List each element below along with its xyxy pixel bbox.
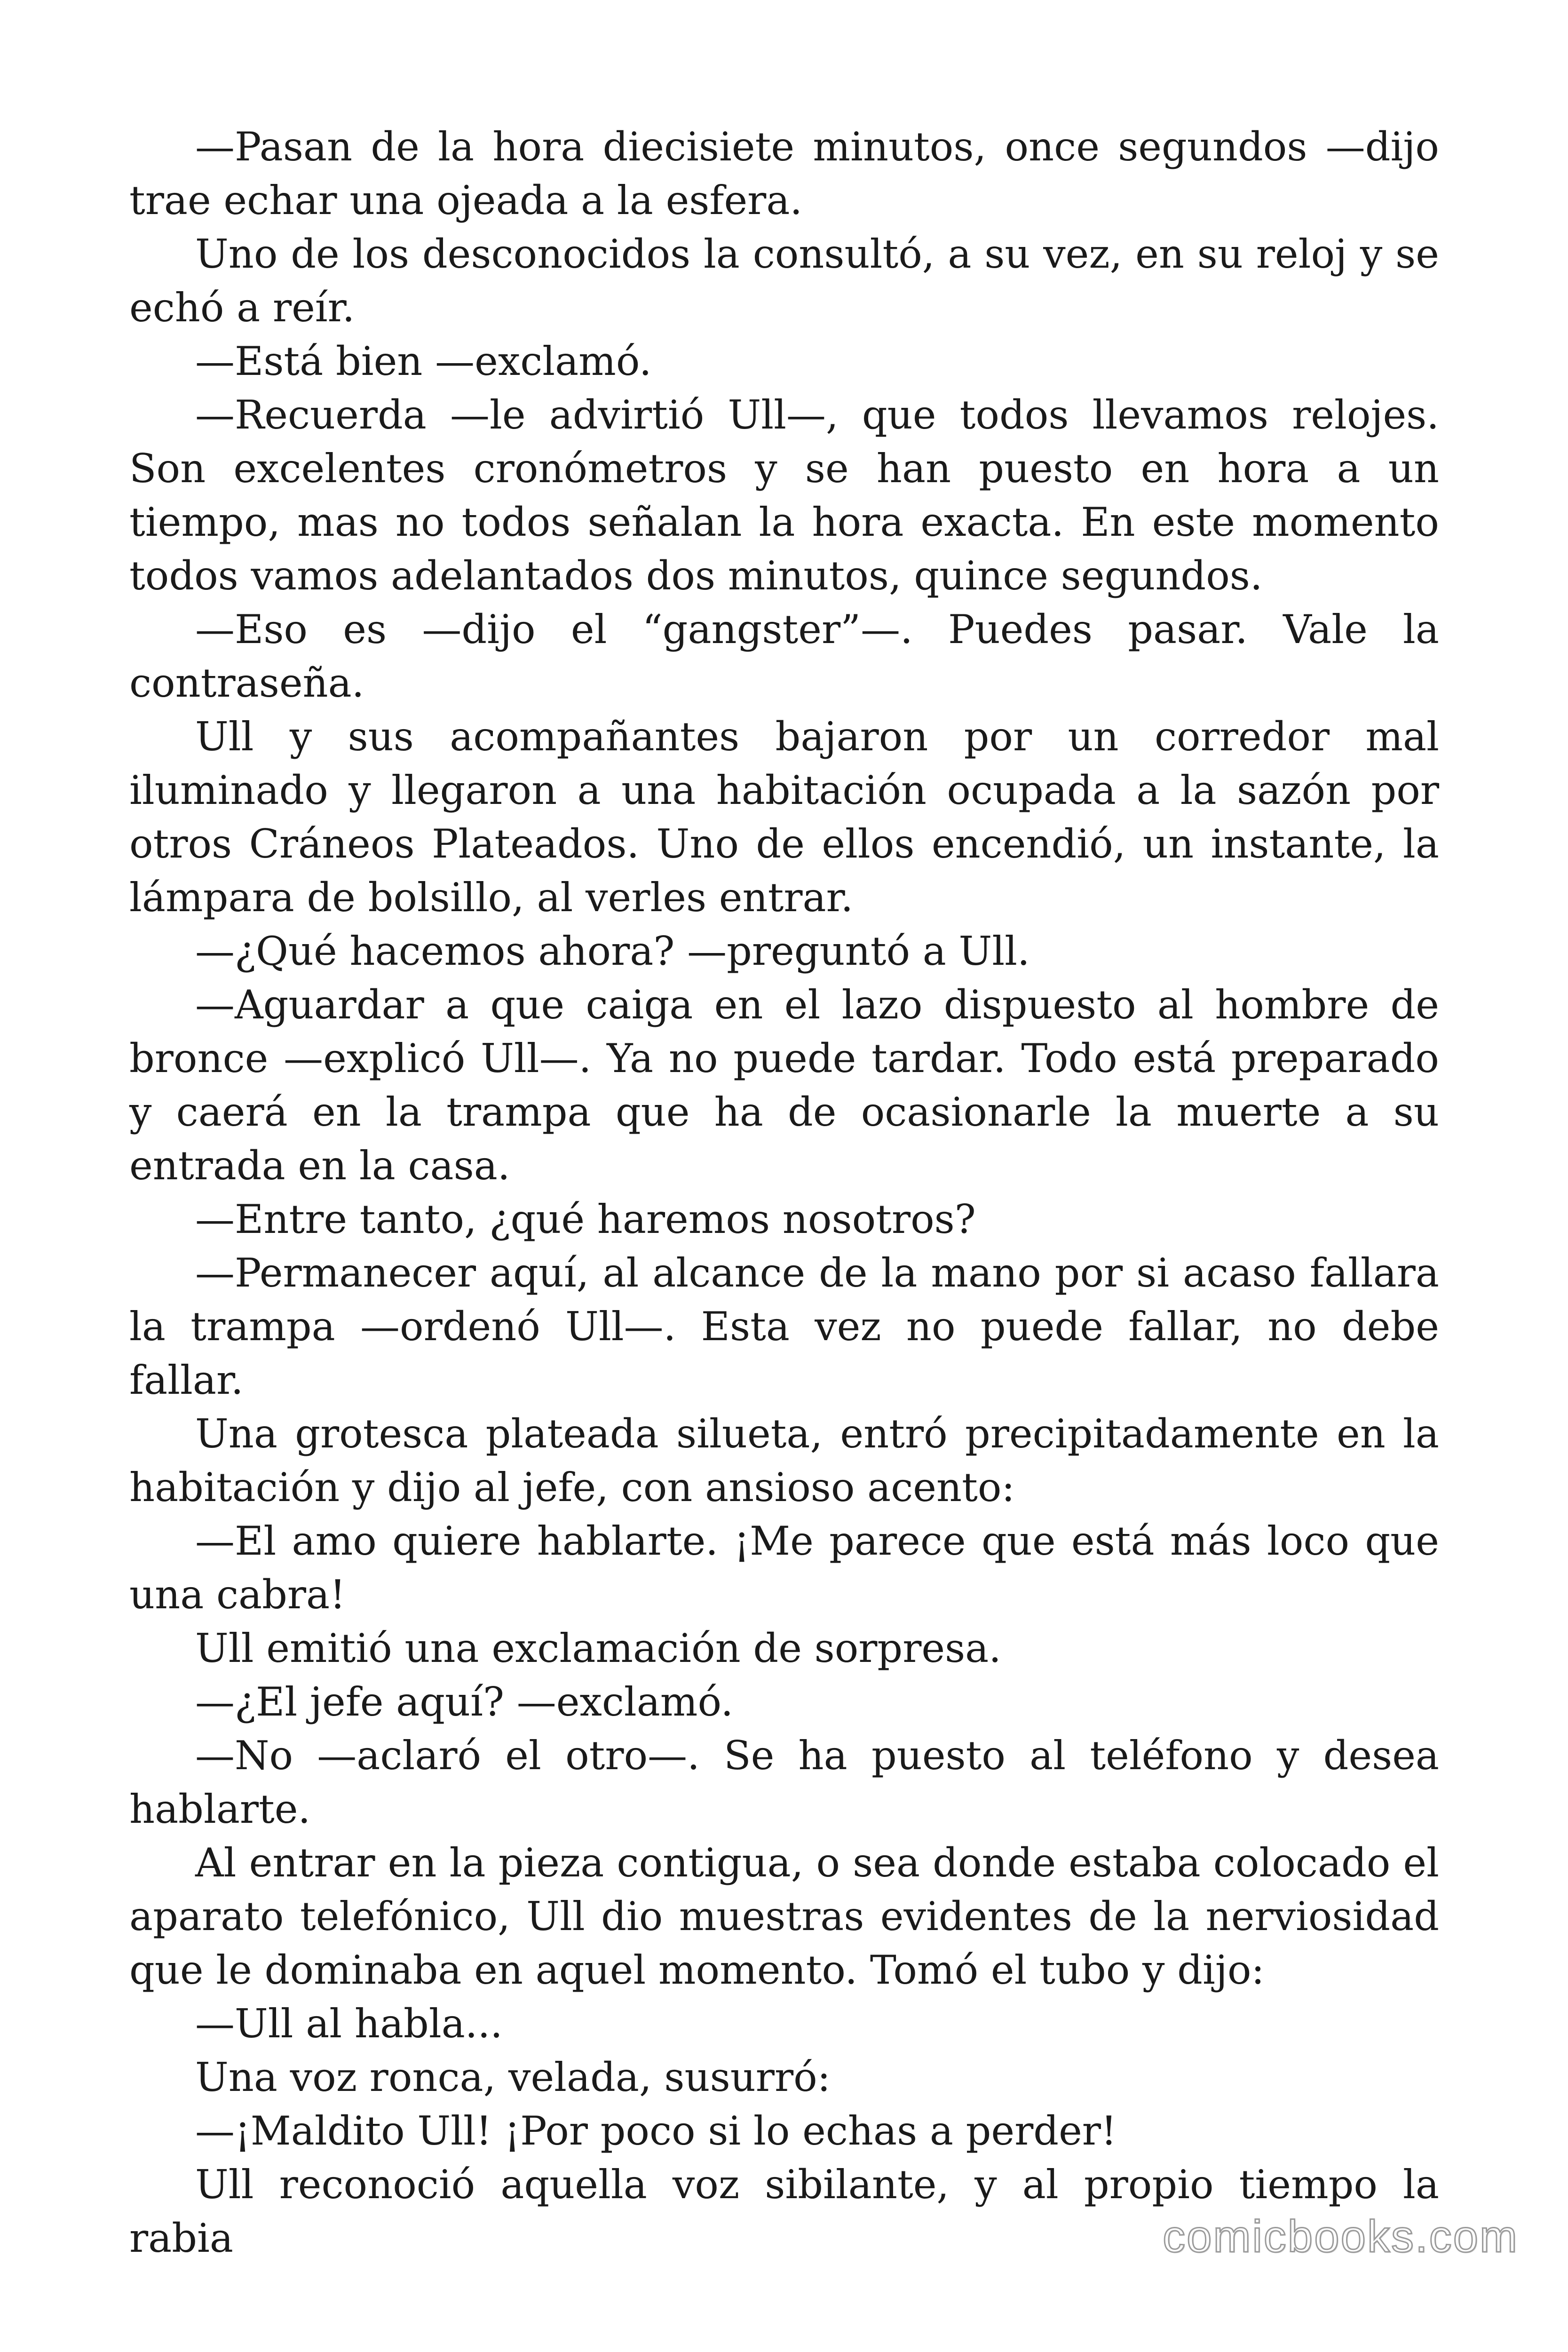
paragraph: —Aguardar a que caiga en el lazo dispuesto al hombre de bronce —explicó Ull—. Ya no puede tardar. Todo está preparado y caerá en la trampa que ha de ocasionarle la muerte a su entrada en la casa. xyxy=(129,982,1439,1189)
paragraph: Una grotesca plateada silueta, entró precipitadamente en la habitación y dijo al jefe, con ansioso acento: xyxy=(129,1411,1439,1510)
paragraph: Una voz ronca, velada, susurró: xyxy=(195,2054,831,2100)
paragraph: —Permanecer aquí, al alcance de la mano por si acaso fallara la trampa —ordenó Ull—. Esta vez no puede fallar, no debe fallar. xyxy=(129,1250,1439,1403)
paragraph: —Ull al habla... xyxy=(195,2001,503,2047)
paragraph: Al entrar en la pieza contigua, o sea donde estaba colocado el aparato telefónico, Ull dio muestras evidentes de la nerviosidad que le dominaba en aquel momento. Tomó el tubo y dijo: xyxy=(129,1840,1439,1993)
paragraph: —Pasan de la hora diecisiete minutos, once segundos —dijo trae echar una ojeada a la esfera. xyxy=(129,124,1439,223)
paragraph: Uno de los desconocidos la consultó, a su vez, en su reloj y se echó a reír. xyxy=(129,231,1439,331)
paragraph: Ull emitió una exclamación de sorpresa. xyxy=(195,1625,1001,1671)
paragraph: Ull y sus acompañantes bajaron por un corredor mal iluminado y llegaron a una habitación ocupada a la sazón por otros Cráneos Plateados. Uno de ellos encendió, un instante, la lámpara de bolsillo, al verles entrar. xyxy=(129,714,1439,921)
paragraph: —Entre tanto, ¿qué haremos nosotros? xyxy=(195,1196,976,1242)
watermark: comicbooks.com xyxy=(1163,2211,1519,2262)
paragraph: —El amo quiere hablarte. ¡Me parece que está más loco que una cabra! xyxy=(129,1518,1439,1618)
paragraph: —No —aclaró el otro—. Se ha puesto al teléfono y desea hablarte. xyxy=(129,1732,1439,1832)
paragraph: —¡Maldito Ull! ¡Por poco si lo echas a perder! xyxy=(195,2108,1117,2154)
paragraph: —¿Qué hacemos ahora? —preguntó a Ull. xyxy=(195,928,1030,974)
paragraph: —Está bien —exclamó. xyxy=(195,338,652,384)
paragraph: —Eso es —dijo el “gangster”—. Puedes pasar. Vale la contraseña. xyxy=(129,606,1439,706)
paragraph: —¿El jefe aquí? —exclamó. xyxy=(195,1679,734,1725)
paragraph: —Recuerda —le advirtió Ull—, que todos llevamos relojes. Son excelentes cronómetros y se han puesto en hora a un tiempo, mas no todos señalan la hora exacta. En este momento todos vamos adelantados dos minutos, quince segundos. xyxy=(129,392,1439,599)
paragraph: Ull reconoció aquella voz sibilante, y al propio tiempo la rabia xyxy=(129,2161,1439,2261)
page-body xyxy=(129,120,1439,2265)
